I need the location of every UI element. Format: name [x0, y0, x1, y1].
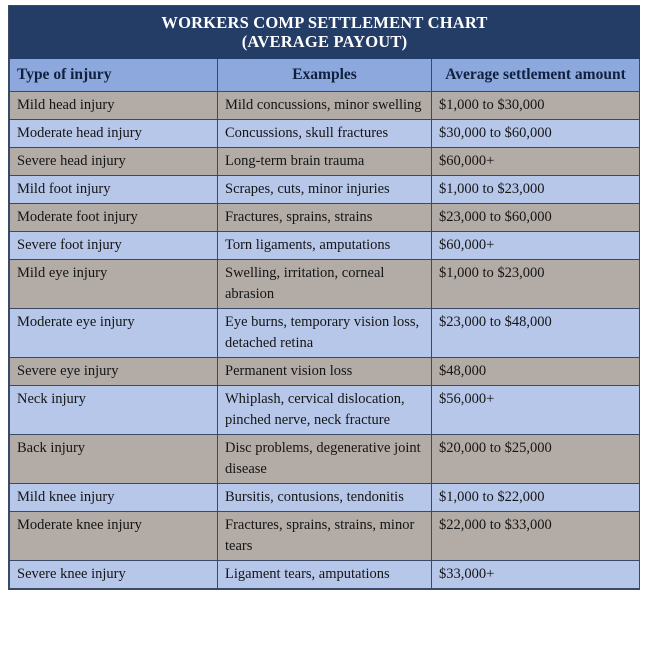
column-header-examples: Examples [218, 59, 432, 92]
cell-examples: Ligament tears, amputations [218, 561, 432, 589]
cell-average-settlement-amount: $22,000 to $33,000 [432, 512, 640, 561]
cell-type-of-injury: Mild knee injury [10, 484, 218, 512]
cell-average-settlement-amount: $1,000 to $30,000 [432, 92, 640, 120]
cell-examples: Mild concussions, minor swelling [218, 92, 432, 120]
cell-average-settlement-amount: $30,000 to $60,000 [432, 120, 640, 148]
table-head [10, 7, 640, 92]
column-header-row [10, 59, 640, 92]
cell-examples: Torn ligaments, amputations [218, 232, 432, 260]
cell-type-of-injury: Mild foot injury [10, 176, 218, 204]
cell-examples: Disc problems, degenerative joint disease [218, 435, 432, 484]
table-row [10, 260, 640, 309]
cell-examples: Permanent vision loss [218, 358, 432, 386]
cell-type-of-injury: Moderate foot injury [10, 204, 218, 232]
title-row [10, 7, 640, 59]
cell-examples: Fractures, sprains, strains, minor tears [218, 512, 432, 561]
table-row [10, 512, 640, 561]
cell-average-settlement-amount: $60,000+ [432, 232, 640, 260]
cell-examples: Scrapes, cuts, minor injuries [218, 176, 432, 204]
cell-examples: Swelling, irritation, corneal abrasion [218, 260, 432, 309]
cell-type-of-injury: Moderate head injury [10, 120, 218, 148]
table-row [10, 92, 640, 120]
table-row [10, 484, 640, 512]
cell-average-settlement-amount: $1,000 to $23,000 [432, 260, 640, 309]
cell-type-of-injury: Severe foot injury [10, 232, 218, 260]
table-row [10, 148, 640, 176]
table-row [10, 386, 640, 435]
column-header-type-of-injury: Type of injury [10, 59, 218, 92]
cell-examples: Concussions, skull fractures [218, 120, 432, 148]
cell-average-settlement-amount: $1,000 to $23,000 [432, 176, 640, 204]
table-row [10, 176, 640, 204]
chart-title-line-2: (AVERAGE PAYOUT) [241, 32, 408, 51]
cell-examples: Whiplash, cervical dislocation, pinched nerve, neck fracture [218, 386, 432, 435]
table-row [10, 232, 640, 260]
cell-type-of-injury: Back injury [10, 435, 218, 484]
table-row [10, 204, 640, 232]
chart-title-line-1: WORKERS COMP SETTLEMENT CHART [161, 13, 488, 32]
cell-type-of-injury: Neck injury [10, 386, 218, 435]
cell-average-settlement-amount: $33,000+ [432, 561, 640, 589]
column-header-average-settlement-amount: Average settlement amount [432, 59, 640, 92]
cell-examples: Bursitis, contusions, tendonitis [218, 484, 432, 512]
cell-average-settlement-amount: $23,000 to $48,000 [432, 309, 640, 358]
cell-average-settlement-amount: $23,000 to $60,000 [432, 204, 640, 232]
cell-type-of-injury: Moderate knee injury [10, 512, 218, 561]
chart-title [10, 7, 640, 59]
table-row [10, 358, 640, 386]
cell-type-of-injury: Moderate eye injury [10, 309, 218, 358]
cell-examples: Fractures, sprains, strains [218, 204, 432, 232]
table-row [10, 120, 640, 148]
table-row [10, 435, 640, 484]
cell-type-of-injury: Mild head injury [10, 92, 218, 120]
cell-average-settlement-amount: $56,000+ [432, 386, 640, 435]
cell-average-settlement-amount: $20,000 to $25,000 [432, 435, 640, 484]
cell-average-settlement-amount: $1,000 to $22,000 [432, 484, 640, 512]
cell-type-of-injury: Severe knee injury [10, 561, 218, 589]
settlement-chart-container [8, 5, 640, 590]
cell-type-of-injury: Severe head injury [10, 148, 218, 176]
cell-type-of-injury: Mild eye injury [10, 260, 218, 309]
cell-examples: Eye burns, temporary vision loss, detached retina [218, 309, 432, 358]
cell-average-settlement-amount: $48,000 [432, 358, 640, 386]
cell-average-settlement-amount: $60,000+ [432, 148, 640, 176]
cell-examples: Long-term brain trauma [218, 148, 432, 176]
table-row [10, 561, 640, 589]
table-body [10, 92, 640, 589]
table-row [10, 309, 640, 358]
cell-type-of-injury: Severe eye injury [10, 358, 218, 386]
settlement-chart-table [9, 6, 640, 589]
